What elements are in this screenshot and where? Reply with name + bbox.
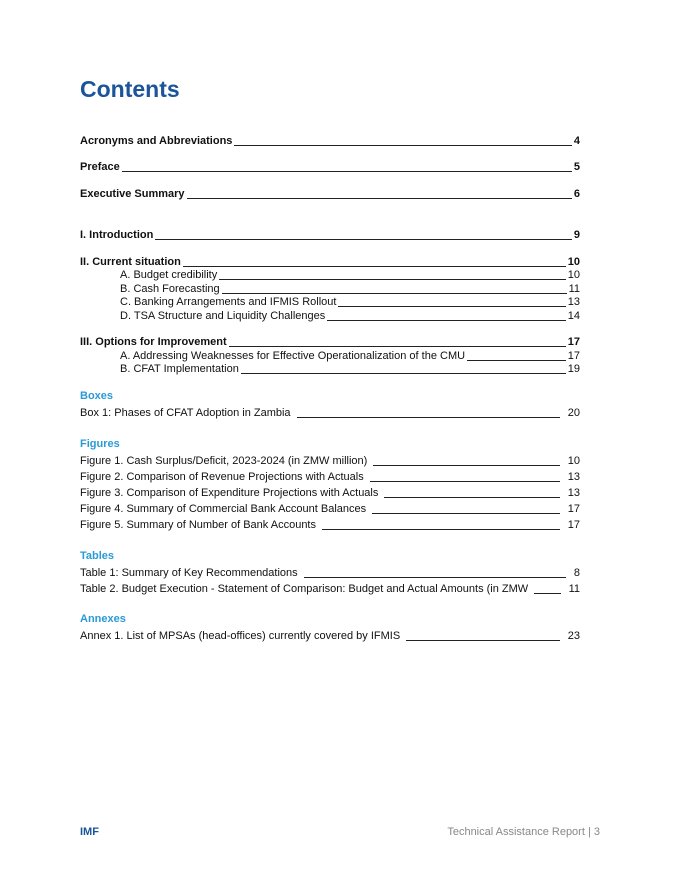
toc-subentry[interactable]: [120, 295, 580, 309]
toc-label: B. Cash Forecasting: [120, 283, 220, 295]
toc-label: Figure 5. Summary of Number of Bank Accounts: [80, 519, 316, 531]
toc-entry[interactable]: [80, 406, 580, 420]
toc-label: Figure 2. Comparison of Revenue Projections with Actuals: [80, 471, 364, 483]
toc-entry[interactable]: [80, 255, 580, 269]
leader-line: [304, 576, 566, 578]
toc-page: 10: [567, 269, 580, 281]
toc-subentry[interactable]: [120, 282, 580, 296]
toc-page: 20: [567, 407, 580, 419]
leader-line: [297, 416, 560, 418]
section-heading-tables: Tables: [80, 550, 115, 562]
toc-label: Figure 1. Cash Surplus/Deficit, 2023-2024 (in ZMW million): [80, 455, 368, 467]
leader-line: [384, 496, 559, 498]
toc-page: 23: [567, 630, 580, 642]
leader-line: [373, 464, 559, 466]
toc-page: 4: [573, 135, 580, 147]
leader-line: [322, 528, 560, 530]
toc-entry[interactable]: [80, 582, 580, 596]
leader-line: [155, 238, 572, 240]
toc-label: C. Banking Arrangements and IFMIS Rollout: [120, 296, 337, 308]
toc-entry[interactable]: [80, 187, 580, 201]
toc-page: 6: [573, 188, 580, 200]
leader-line: [187, 197, 572, 199]
toc-entry[interactable]: [80, 160, 580, 174]
toc-page: 13: [567, 471, 580, 483]
toc-label: D. TSA Structure and Liquidity Challenges: [120, 310, 326, 322]
leader-line: [241, 372, 566, 374]
leader-line: [122, 170, 572, 172]
toc-label: Figure 3. Comparison of Expenditure Projections with Actuals: [80, 487, 379, 499]
toc-page: 19: [567, 363, 580, 375]
toc-page: 17: [567, 503, 580, 515]
toc-label: Preface: [80, 161, 120, 173]
toc-page: 10: [567, 256, 580, 268]
toc-subentry[interactable]: [120, 268, 580, 282]
leader-line: [327, 319, 566, 321]
leader-line: [370, 480, 560, 482]
toc-entry[interactable]: [80, 502, 580, 516]
toc-page: 17: [567, 350, 580, 362]
toc-page: 13: [567, 296, 580, 308]
toc-page: 13: [567, 487, 580, 499]
page-title: Contents: [80, 76, 180, 102]
toc-page: 8: [573, 567, 580, 579]
toc-entry[interactable]: [80, 228, 580, 242]
leader-line: [222, 292, 567, 294]
toc-entry[interactable]: [80, 454, 580, 468]
toc-label: Table 1: Summary of Key Recommendations: [80, 567, 298, 579]
toc-entry[interactable]: [80, 566, 580, 580]
leader-line: [372, 512, 560, 514]
toc-entry[interactable]: [80, 518, 580, 532]
toc-label: A. Budget credibility: [120, 269, 218, 281]
imf-logo: IMF: [80, 826, 99, 838]
leader-line: [406, 639, 560, 641]
toc-page: 17: [567, 519, 580, 531]
toc-subentry[interactable]: [120, 309, 580, 323]
toc-label: II. Current situation: [80, 256, 181, 268]
toc-label: Acronyms and Abbreviations: [80, 135, 233, 147]
section-heading-annexes: Annexes: [80, 613, 126, 625]
toc-label: Table 2. Budget Execution - Statement of Comparison: Budget and Actual Amounts (in ZMW: [80, 583, 529, 595]
toc-subentry[interactable]: [120, 362, 580, 376]
footer-page-label: Technical Assistance Report | 3: [447, 826, 600, 838]
toc-label: III. Options for Improvement: [80, 336, 227, 348]
toc-label: Figure 4. Summary of Commercial Bank Account Balances: [80, 503, 367, 515]
toc-label: A. Addressing Weaknesses for Effective Operationalization of the CMU: [120, 350, 466, 362]
toc-label: Annex 1. List of MPSAs (head-offices) currently covered by IFMIS: [80, 630, 401, 642]
toc-label: Box 1: Phases of CFAT Adoption in Zambia: [80, 407, 291, 419]
section-heading-figures: Figures: [80, 438, 120, 450]
section-heading-boxes: Boxes: [80, 390, 114, 402]
toc-page: 17: [567, 336, 580, 348]
toc-label: B. CFAT Implementation: [120, 363, 239, 375]
leader-line: [467, 359, 566, 361]
leader-line: [338, 305, 565, 307]
leader-line: [234, 144, 571, 146]
toc-entry[interactable]: [80, 486, 580, 500]
toc-entry[interactable]: [80, 335, 580, 349]
toc-page: 14: [567, 310, 580, 322]
leader-line: [534, 592, 560, 594]
toc-page: 11: [568, 283, 580, 295]
toc-page: 9: [573, 229, 580, 241]
toc-entry[interactable]: [80, 134, 580, 148]
toc-page: 5: [573, 161, 580, 173]
toc-page: 10: [567, 455, 580, 467]
leader-line: [183, 265, 566, 267]
leader-line: [229, 345, 566, 347]
toc-subentry[interactable]: [120, 349, 580, 363]
toc-entry[interactable]: [80, 470, 580, 484]
toc-label: Executive Summary: [80, 188, 185, 200]
toc-label: I. Introduction: [80, 229, 154, 241]
toc-entry[interactable]: [80, 629, 580, 643]
toc-page: 11: [568, 583, 580, 595]
leader-line: [219, 278, 566, 280]
